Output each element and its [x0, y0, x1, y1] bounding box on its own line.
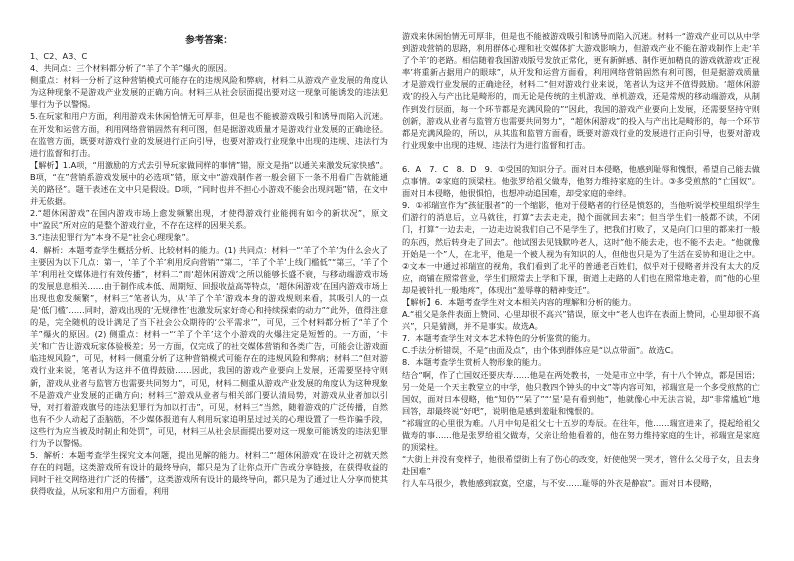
- answer-paragraph: [402, 151, 760, 163]
- answer-paragraph: 行人车马很少，教他感到寂寞，空虚，与不安……耻辱的外衣是静寂”。面对日本侵略，: [402, 478, 718, 489]
- answer-paragraph: A.“祖父是条件表面上赞同、心里却很不高兴”错误，原文中“老人也许在表面上赞同，心里却很不高兴”，只是猜测，并不是事实。故选A。: [402, 309, 760, 332]
- answer-paragraph: 4．解析：本题考查学生概括分析、比较材料的能力。(1) 共同点：材料一“‘羊了个羊’为什么会火了主要因为以下几点：第一，‘羊了个羊’利用反向营销”“第二，‘羊了个羊’上线门槛低”“第三，‘羊了个羊’利用社交媒体进行有效传播”，材料二“而‘超休闲游戏’之所以能够长盛不衰，与移动端游戏市场的发展息息相关……由于制作成本低、周期短、回报收益高等特点，‘超休闲游戏’在国内游戏市场上出现也愈发频繁”，材料三“笔者认为，从‘羊了个羊’游戏本身的游戏规则来看，其吸引人的一点是‘低门槛’……同时，游戏出现的‘无规律性’也激发玩家好奇心和持续探索的动力”“此外，值得注意的是，完全随机的设计满足了当下社会公众期待的‘公平需求’”，可见，三个材料都分析了“羊了个羊”爆火的原因。(2) 侧重点：材料一“‘羊了个羊’这个小游戏的火爆注定是短暂的。一方面，‘卡关’和广告让游戏玩家体验极差；另一方面，仅完成了的社交媒体营销和各类广告，可能会让游戏面临违规风险”，可见，材料一侧重分析了这种营销模式可能存在的违规风险和弊病；材料二“但对游戏行业来说，笔者认为这并不值得鼓励……因此，我国的游戏产业要向上发展，还需要坚持守则新，游戏从业者与监管方也需要共同努力”，可见，材料二侧重从游戏产业发展的角度认为这种现象不是游戏产业发展的正确方向；材料三“游戏从业者与相关部门要认清局势，对游戏从业者加以引导，对打着游戏旗号的违法犯罪行为加以打击”，可见，材料三“当然，随着游戏的广泛传播，自然也有不少人动起了歪脑筋，不少媒体报道有人利用玩家追明星过过关的心理设置了一些诈骗手段，这些行为应当被及时制止和处罚”，可见，材料三从社会层面提出要对这一现象可能诱发的违法犯罪行为予以警惕。: [30, 244, 388, 448]
- answer-paragraph: 【解析】6．本题考查学生对文本相关内容的理解和分析的能力。: [402, 296, 637, 307]
- answer-paragraph: 9．①祁瑞宣作为“孩征服者”的一个缩影，他对于侵略者的行径是愤怒的，当他听说学校里组织学生们游行的消息后，立马就往，打算“去去走走，抛个面就回去来”；但当学生们一般都不读，不闭门，打算“一边去走，一边走边说我们自己不是学生了，把我们打败了，又是向门口里的都来打一般的东西，然后转身走了回去”。他试图去见钱默吟老人，这时”他不能去走，也不能不去走。“他就像开始是一个”人，在北平，他是一个被人视为有知识的人，但他也只是为了生活在妥协和退让之中。②文本一中通过祁瑞宣的视角，我们看到了北平的普通老百姓们，似乎对于侵略者并没有太大的反应，商铺在照常营业，学生们照常去上学和下课，街道上走路的人们也在照常地走着，而”他的心里却是被针扎一般地疼”，体现出“羞辱尊的精神变迁”。: [402, 200, 760, 295]
- answer-paragraph: 6．A 7．C 8．D 9．①受国的知识分子。面对日本侵略，他感到耻辱和愧恨，希望自己能去做点事情。②家庭的顶梁柱。他张罗给祖父做寿，他努力维持家庭的生计。③多受煎熬的“亡国奴”。面对日本侵略，他很惧怕，也想冲动追国难，却受家庭的牵绊。: [402, 163, 760, 199]
- answer-paragraph: 7．本题考查学生对文本艺术特色的分析鉴赏的能力。: [402, 333, 596, 344]
- answer-paragraph: “祁瑞宣的心里很为难。八月中旬是祖父七十五岁的寿辰。在往年，他……瑞宣进来了，提起给祖父做寿的事……他是张罗给祖父做寿，父亲让给他看着的，他在努力维持家庭的生计，祁瑞宣是家庭的顶梁柱。: [402, 417, 760, 453]
- answer-paragraph: 5．解析：本题考查学生探究文本问题，提出见解的能力。材料二“‘超休闲游戏’在设计之初就天然存在的问题，这类游戏所有设计的最终导向，都只是为了让你点开广告或分享链接，在获得收益的同时于社交网络进行广泛的传播”，这类游戏所有设计的最终导向，都只是为了通过让人分享而使其获得收益，从玩家和用户方面看，利用: [30, 450, 388, 497]
- answer-paragraph: 侧重点：材料一分析了这种营销模式可能存在的违规风险和弊病，材料二从游戏产业发展的角度认为这种现象不是游戏产业发展的正确方向。材料三从社会层面提出要对这一现象可能诱发的违法犯罪行为予以警惕。: [30, 75, 388, 110]
- answer-paragraph: 5.在玩家和用户方面，利用游戏未休闲恰情无可厚非，但是也不能被游戏吸引和诱导而陷入沉迷。在开发和运营方面，利用网络营销固然有利可图，但是据游戏质量才是游戏行业发展的正确途径。在监管方面，既要对游戏行业的发展进行正向引导，也要对游戏行业现象中出现的违规、违法行为进行监督和打击。: [30, 111, 388, 158]
- two-column-body: [30, 30, 760, 550]
- answer-paragraph: 4、共同点：三个材料都分析了“羊了个羊”爆火的原因。: [30, 63, 233, 74]
- page-title: 参考答案：: [185, 35, 233, 46]
- answer-paragraph: 结合“啊，作了亡国奴还要庆寿……他是在两处教书，一处是市立中学，有十八个钟点，都是国语；另一处是一个天主教堂立的中学，他只教四个钟头的中文”等内容可知，祁瑞宣是一个多受煎熬的亡国奴，面对日本侵略，他“知仍”“呆了”“‘星’是有看到他”，他就像心中无法言说，却“非常尴尬”地回答，却最终说“好吧”，说明他是感到羞耻和愧恨的。: [402, 369, 760, 416]
- right-column: [402, 30, 760, 550]
- answer-paragraph: 游戏来休闲怡情无可厚非，但是也不能被游戏吸引和诱导而陷入沉迷。材料一“游戏产业可以从中学到游戏营销的思路，利用群体心理和社交媒体扩大游戏影响力，但游戏产业不能在游戏制作上走‘羊了个羊’的老路。相信随着我国游戏版号发放正常化，更有新鲜感、制作更加精良的游戏就游戏‘正视率’将重新占据用户的眼球”，从开发和运营方面看，利用网络营销固然有利可图，但是据游戏质量才是游戏行业发展的正确途径，材料二“但对游戏行业来说，笔者认为这并不值得鼓励。‘超休闲游戏’的投入与产出比是畸形的，而无论是传统的主机游戏、单机游戏，还是常规的移动端游戏，从制作到发行层面，每一个环节都是充满风险的”“因此，我国的游戏产业要向上发展，还需要坚持守则创新，游戏从业者与监管方也需要共同努力”，“超休闲游戏”的投入与产出比是畸形的，每一个环节都是充满风险的，所以，从其监和监管方面看，既要对游戏行业的发展进行正向引导，也要对游戏行业现象中出现的违规、违法行为进行监督和打击。: [402, 31, 760, 150]
- answer-paragraph: 【解析】1.A项，“用激励的方式去引导玩家做同样的事情”错，原文是指“以通关来激发玩家快感”。B项，“在”营销系游戏发展中的必选项”错，原文中“游戏制作者一般会留下一条不用看广告就能通关的路径”。题干表述在文中只是假设。D项，“同时也并不担心小游戏不能会出现问题”错，在文中并无依据。: [30, 159, 388, 207]
- answer-paragraph: “大街上并没有变样子，他很希望街上有了伤心的改变，好使他哭一哭才，管什么父母子女，且去身赴国难”: [402, 454, 760, 477]
- answer-paragraph: 1、C2、A3、C: [30, 51, 88, 61]
- left-column: [30, 30, 388, 550]
- answer-paragraph: 8．本题考查学生赏析人物形象的能力。: [402, 357, 547, 368]
- answer-paragraph: 2.“超休闲游戏”在国内游戏市场上愈发频繁出现，才使得游戏行业能拥有如今的新状况”，原文中“盈民”所对应的是整个游戏行业，不存在这样的因果关系。: [30, 208, 388, 231]
- answer-paragraph: C.手法分析错误，不是“由面及点”，由个体到群体应是“以点带面”。故选C。: [402, 345, 679, 356]
- answer-paragraph: 3.“违法犯罪行为”本身不是“社会心理现象”。: [30, 232, 194, 243]
